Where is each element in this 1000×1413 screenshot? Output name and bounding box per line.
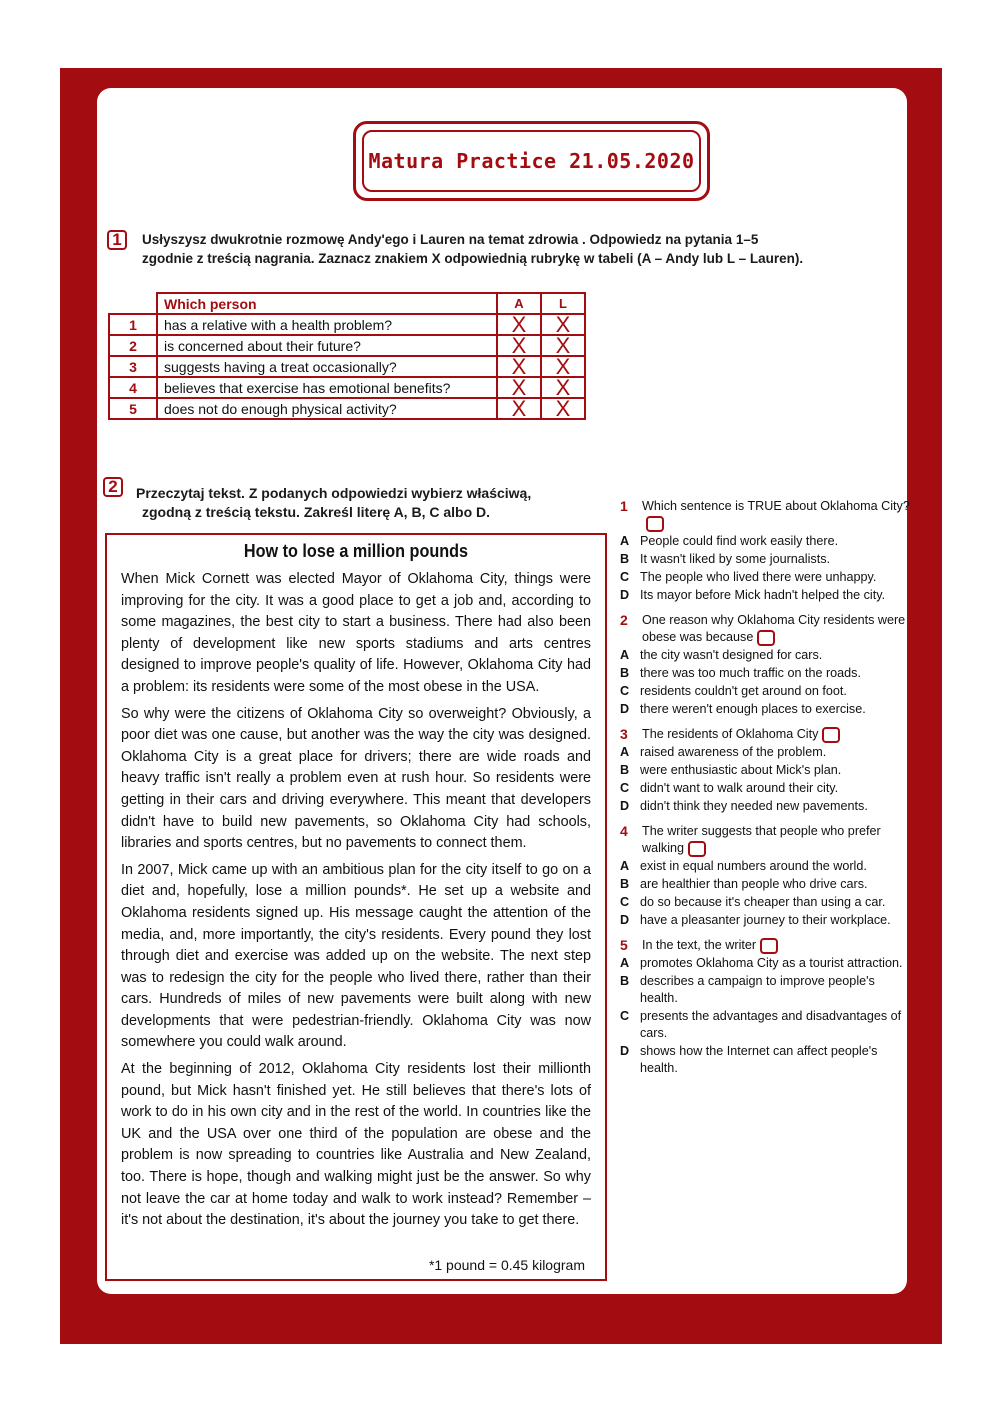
option[interactable]: C do so because it's cheaper than using a car. [620,895,886,909]
answer-cell-l[interactable]: X [541,335,585,356]
option[interactable]: B were enthusiastic about Mick's plan. [620,763,842,777]
answer-cell-a[interactable]: X [497,335,541,356]
questions-column [620,498,910,1085]
title-box [353,121,710,201]
which-person-table [108,292,586,420]
article-title: How to lose a million pounds [243,541,469,561]
article-paragraph: At the beginning of 2012, Oklahoma City residents lost their millionth pound, but Mick hasn't finished yet. He still believes that there's lots of work to do in his own city and in the rest of the world. In countries like the UK and the USA over one third of the population are obese and the problem is now spreading to countries like Australia and New Zealand, too. There is hope, though and walking might just be the answer. So why not leave the car at home today and walk to work instead? Remember – it's not about the destination, it's about the journey you take to get there. [121,1061,591,1229]
answer-box[interactable] [646,516,664,532]
article-paragraph: In 2007, Mick came up with an ambitious plan for the city itself to go on a diet and, hopefully, lose a million pounds*. He set up a website and Oklahoma residents signed up. His message caught the attention of the media, and, more importantly, the city's residents. Every pound they lost through diet and exercise was added up on the website. The next step was to redesign the city for the people who lived there, rather than their cars. Hundreds of miles of new pavements were built along with new developments that were pedestrian-friendly. Oklahoma City was now somewhere you could walk around. [121,861,591,1051]
section-2-instruction: Przeczytaj tekst. Z podanych odpowiedzi wybierz właściwą, zgodną z treścią tekstu. Zakreśl literę A, B, C albo D. [136,485,532,520]
table-header-question: Which person [157,293,497,314]
question-1: 1 Which sentence is TRUE about Oklahoma City? A People could find work easily there. B It wasn't liked by some journalists. C The people who lived there were unhappy. D Its mayor before Mick hadn't helped the city. [620,498,910,602]
option[interactable]: D didn't think they needed new pavements. [620,799,868,813]
option[interactable]: A People could find work easily there. [620,534,839,548]
answer-cell-a[interactable]: X [497,377,541,398]
option[interactable]: C presents the advantages and disadvantages of cars. [620,1009,902,1040]
section-2-number: 2 [103,477,123,497]
table-header-row [109,293,585,314]
table-header-a: A [497,293,541,314]
table-row: 3 suggests having a treat occasionally? X X [109,356,585,377]
answer-cell-l[interactable]: X [541,377,585,398]
question-5: 5 In the text, the writer A promotes Oklahoma City as a tourist attraction. B describes a campaign to improve people's health. C presents the advantages and disadvantages of cars. D shows how the Internet can affect people's health. [620,937,910,1077]
answer-cell-l[interactable]: X [541,314,585,335]
option[interactable]: C residents couldn't get around on foot. [620,684,847,698]
option[interactable]: B It wasn't liked by some journalists. [620,552,830,566]
question-4: 4 The writer suggests that people who prefer walking A exist in equal numbers around the world. B are healthier than people who drive cars. C do so because it's cheaper than using a car. D have a pleasanter journey to their workplace. [620,823,910,929]
table-header-l: L [541,293,585,314]
answer-box[interactable] [688,841,706,857]
answer-cell-a[interactable]: X [497,356,541,377]
answer-box[interactable] [822,727,840,743]
option[interactable]: A the city wasn't designed for cars. [620,648,823,662]
option[interactable]: B describes a campaign to improve people's health. [620,974,875,1005]
answer-cell-l[interactable]: X [541,356,585,377]
article-paragraph: So why were the citizens of Oklahoma City so overweight? Obviously, a poor diet was one cause, but another was the way the city was designed. Oklahoma City is a great place for drivers; there are wide roads and heavy traffic isn't really a problem even at rush hour. So residents were getting in their cars and driving everywhere. This meant that developers didn't have to build new pavements, so Oklahoma City had schools, libraries and sports centres, but no pavements to connect them. [121,705,591,852]
table-row: 1 has a relative with a health problem? X X [109,314,585,335]
reading-text [105,533,607,1281]
table-row: 2 is concerned about their future? X X [109,335,585,356]
question-3: 3 The residents of Oklahoma City A raised awareness of the problem. B were enthusiastic about Mick's plan. C didn't want to walk around their city. D didn't think they needed new pavements. [620,726,910,815]
option[interactable]: C The people who lived there were unhappy. [620,570,877,584]
footnote: *1 pound = 0.45 kilogram [428,1257,585,1273]
option[interactable]: D have a pleasanter journey to their workplace. [620,913,891,927]
option[interactable]: A exist in equal numbers around the world. [620,859,867,873]
option[interactable]: C didn't want to walk around their city. [620,781,839,795]
option[interactable]: A raised awareness of the problem. [620,745,827,759]
answer-box[interactable] [757,630,775,646]
article-paragraph: When Mick Cornett was elected Mayor of Oklahoma City, things were improving for the city. It was a good place to get a job and, according to some magazines, the best city to start a business. There had also been plenty of development like new sports stadiums and arts centres designed to improve people's quality of life. However, Oklahoma City had a problem: its residents were some of the most obese in the USA. [121,571,591,695]
page-title: Matura Practice 21.05.2020 [368,149,695,173]
table-row: 4 believes that exercise has emotional benefits? X X [109,377,585,398]
answer-cell-a[interactable]: X [497,314,541,335]
section-1-instruction: Usłyszysz dwukrotnie rozmowę Andy'ego i Lauren na temat zdrowia . Odpowiedz na pytania 1–5 zgodnie z treścią nagrania. Zaznacz znakiem X odpowiednią rubrykę w tabeli (A – Andy lub L – Lauren). [142,232,804,266]
option[interactable]: D there weren't enough places to exercise. [620,702,866,716]
article-body [121,569,591,1237]
table-row: 5 does not do enough physical activity? X X [109,398,585,419]
section-1-number: 1 [107,230,127,250]
option[interactable]: D shows how the Internet can affect people's health. [620,1044,878,1075]
option[interactable]: B there was too much traffic on the roads. [620,666,861,680]
answer-cell-l[interactable]: X [541,398,585,419]
question-2: 2 One reason why Oklahoma City residents were obese was because A the city wasn't designed for cars. B there was too much traffic on the roads. C residents couldn't get around on foot. D there weren't enough places to exercise. [620,612,910,718]
option[interactable]: B are healthier than people who drive cars. [620,877,868,891]
option[interactable]: A promotes Oklahoma City as a tourist attraction. [620,956,903,970]
answer-box[interactable] [760,938,778,954]
option[interactable]: D Its mayor before Mick hadn't helped the city. [620,588,886,602]
answer-cell-a[interactable]: X [497,398,541,419]
